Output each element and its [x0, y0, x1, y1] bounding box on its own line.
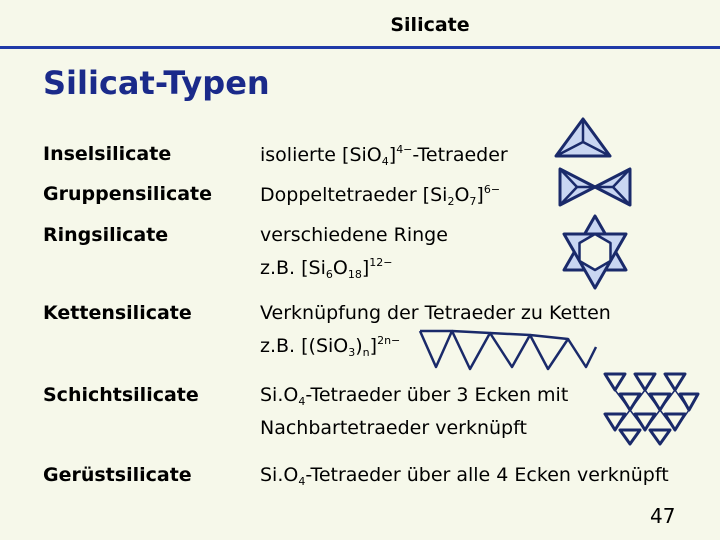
label-geruestsilicate: Gerüstsilicate [43, 464, 192, 486]
desc-ringsilicate-line1: verschiedene Ringe [260, 224, 448, 246]
ring-icon [555, 212, 635, 292]
desc-schichtsilicate-line2: Nachbartetraeder verknüpft [260, 417, 527, 439]
label-kettensilicate: Kettensilicate [43, 302, 192, 324]
desc-gruppensilicate: Doppeltetraeder $[Si_2O_7]^{6-}$ [260, 183, 501, 208]
desc-geruestsilicate: $Si.O_4$-Tetraeder über alle 4 Ecken verknüpft [260, 464, 669, 488]
tetrahedron-icon [553, 116, 613, 160]
chain-icon [418, 327, 598, 373]
sheet-icon [600, 370, 700, 446]
page-number: 47 [650, 504, 676, 528]
header-divider [0, 46, 720, 49]
slide-header [0, 0, 720, 48]
desc-inselsilicate: isolierte $[SiO_4]^{4-}$-Tetraeder [260, 143, 508, 168]
label-ringsilicate: Ringsilicate [43, 224, 169, 246]
label-schichtsilicate: Schichtsilicate [43, 384, 199, 406]
desc-kettensilicate-line1: Verknüpfung der Tetraeder zu Ketten [260, 302, 611, 324]
label-gruppensilicate: Gruppensilicate [43, 183, 213, 205]
desc-schichtsilicate-line1: $Si.O_4$-Tetraeder über 3 Ecken mit [260, 384, 569, 408]
label-inselsilicate: Inselsilicate [43, 143, 172, 165]
page-title: Silicat-Typen [43, 64, 270, 102]
desc-ringsilicate-line2: z.B. $[Si_6O_{18}]^{12-}$ [260, 256, 393, 281]
header-title: Silicate [390, 14, 470, 36]
double-tetrahedron-icon [555, 166, 635, 208]
desc-kettensilicate-line2: z.B. $[(SiO_3)_n]^{2n-}$ [260, 334, 401, 359]
